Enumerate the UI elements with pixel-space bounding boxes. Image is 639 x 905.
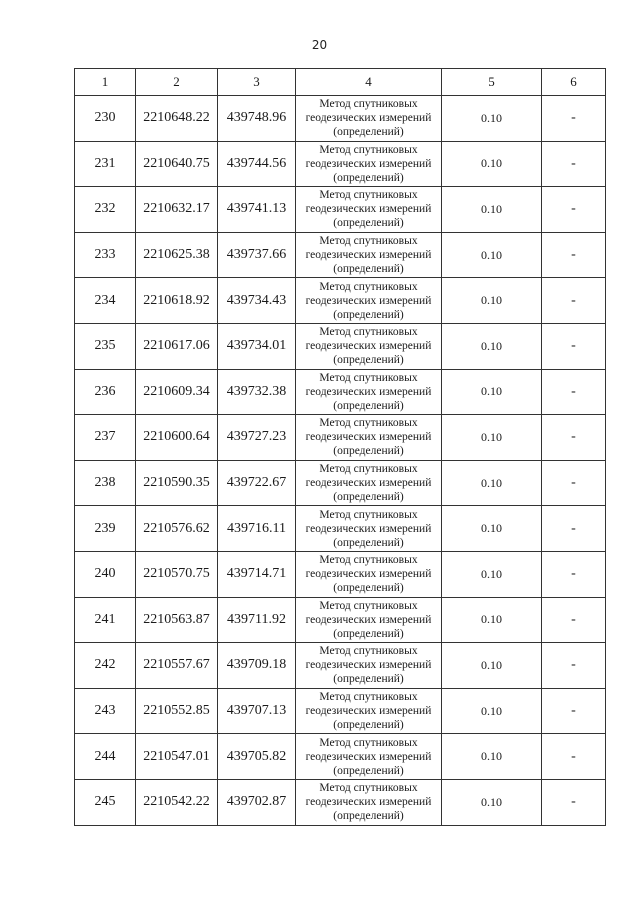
note-cell: - (542, 187, 606, 233)
point-number-cell: 238 (75, 460, 136, 506)
point-number-cell: 237 (75, 415, 136, 461)
y-coordinate-cell: 439737.66 (218, 232, 296, 278)
accuracy-cell: 0.10 (442, 597, 542, 643)
note-cell: - (542, 734, 606, 780)
method-cell: Метод спутниковых геодезических измерений (определений) (296, 597, 442, 643)
point-number-cell: 236 (75, 369, 136, 415)
accuracy-cell: 0.10 (442, 551, 542, 597)
note-cell: - (542, 278, 606, 324)
method-cell: Метод спутниковых геодезических измерений (определений) (296, 506, 442, 552)
method-cell: Метод спутниковых геодезических измерений (определений) (296, 141, 442, 187)
method-cell: Метод спутниковых геодезических измерений (определений) (296, 779, 442, 825)
y-coordinate-cell: 439714.71 (218, 551, 296, 597)
x-coordinate-cell: 2210557.67 (136, 643, 218, 689)
point-number-cell: 235 (75, 323, 136, 369)
x-coordinate-cell: 2210542.22 (136, 779, 218, 825)
table-row (75, 506, 606, 552)
point-number-cell: 239 (75, 506, 136, 552)
table-row (75, 187, 606, 233)
note-cell: - (542, 96, 606, 142)
note-cell: - (542, 688, 606, 734)
method-cell: Метод спутниковых геодезических измерений (определений) (296, 187, 442, 233)
method-cell: Метод спутниковых геодезических измерений (определений) (296, 232, 442, 278)
y-coordinate-cell: 439732.38 (218, 369, 296, 415)
x-coordinate-cell: 2210617.06 (136, 323, 218, 369)
x-coordinate-cell: 2210600.64 (136, 415, 218, 461)
table-row (75, 551, 606, 597)
method-cell: Метод спутниковых геодезических измерений (определений) (296, 278, 442, 324)
header-cell: 6 (542, 69, 606, 96)
note-cell: - (542, 141, 606, 187)
point-number-cell: 233 (75, 232, 136, 278)
point-number-cell: 243 (75, 688, 136, 734)
y-coordinate-cell: 439707.13 (218, 688, 296, 734)
table-row (75, 734, 606, 780)
header-cell: 5 (442, 69, 542, 96)
accuracy-cell: 0.10 (442, 779, 542, 825)
table-row (75, 323, 606, 369)
header-cell: 2 (136, 69, 218, 96)
x-coordinate-cell: 2210648.22 (136, 96, 218, 142)
note-cell: - (542, 551, 606, 597)
x-coordinate-cell: 2210570.75 (136, 551, 218, 597)
method-cell: Метод спутниковых геодезических измерений (определений) (296, 323, 442, 369)
coordinates-table (74, 68, 606, 826)
x-coordinate-cell: 2210609.34 (136, 369, 218, 415)
accuracy-cell: 0.10 (442, 506, 542, 552)
note-cell: - (542, 232, 606, 278)
y-coordinate-cell: 439741.13 (218, 187, 296, 233)
note-cell: - (542, 779, 606, 825)
x-coordinate-cell: 2210576.62 (136, 506, 218, 552)
point-number-cell: 241 (75, 597, 136, 643)
table-row (75, 415, 606, 461)
table-row (75, 232, 606, 278)
accuracy-cell: 0.10 (442, 278, 542, 324)
x-coordinate-cell: 2210590.35 (136, 460, 218, 506)
x-coordinate-cell: 2210563.87 (136, 597, 218, 643)
table-row (75, 278, 606, 324)
method-cell: Метод спутниковых геодезических измерений (определений) (296, 96, 442, 142)
header-cell: 1 (75, 69, 136, 96)
x-coordinate-cell: 2210547.01 (136, 734, 218, 780)
accuracy-cell: 0.10 (442, 96, 542, 142)
y-coordinate-cell: 439748.96 (218, 96, 296, 142)
table-row (75, 369, 606, 415)
point-number-cell: 230 (75, 96, 136, 142)
y-coordinate-cell: 439734.01 (218, 323, 296, 369)
page-number: 20 (311, 38, 328, 52)
note-cell: - (542, 369, 606, 415)
accuracy-cell: 0.10 (442, 688, 542, 734)
point-number-cell: 244 (75, 734, 136, 780)
point-number-cell: 231 (75, 141, 136, 187)
method-cell: Метод спутниковых геодезических измерений (определений) (296, 734, 442, 780)
accuracy-cell: 0.10 (442, 369, 542, 415)
method-cell: Метод спутниковых геодезических измерений (определений) (296, 460, 442, 506)
note-cell: - (542, 415, 606, 461)
accuracy-cell: 0.10 (442, 415, 542, 461)
table-row (75, 597, 606, 643)
y-coordinate-cell: 439722.67 (218, 460, 296, 506)
y-coordinate-cell: 439705.82 (218, 734, 296, 780)
method-cell: Метод спутниковых геодезических измерений (определений) (296, 643, 442, 689)
method-cell: Метод спутниковых геодезических измерений (определений) (296, 688, 442, 734)
x-coordinate-cell: 2210625.38 (136, 232, 218, 278)
y-coordinate-cell: 439702.87 (218, 779, 296, 825)
table-row (75, 96, 606, 142)
table-row (75, 643, 606, 689)
point-number-cell: 234 (75, 278, 136, 324)
header-cell: 4 (296, 69, 442, 96)
accuracy-cell: 0.10 (442, 323, 542, 369)
accuracy-cell: 0.10 (442, 141, 542, 187)
accuracy-cell: 0.10 (442, 232, 542, 278)
table-row (75, 779, 606, 825)
x-coordinate-cell: 2210640.75 (136, 141, 218, 187)
y-coordinate-cell: 439734.43 (218, 278, 296, 324)
note-cell: - (542, 643, 606, 689)
y-coordinate-cell: 439744.56 (218, 141, 296, 187)
point-number-cell: 245 (75, 779, 136, 825)
x-coordinate-cell: 2210552.85 (136, 688, 218, 734)
accuracy-cell: 0.10 (442, 460, 542, 506)
x-coordinate-cell: 2210632.17 (136, 187, 218, 233)
y-coordinate-cell: 439716.11 (218, 506, 296, 552)
note-cell: - (542, 323, 606, 369)
note-cell: - (542, 506, 606, 552)
method-cell: Метод спутниковых геодезических измерений (определений) (296, 551, 442, 597)
accuracy-cell: 0.10 (442, 734, 542, 780)
note-cell: - (542, 460, 606, 506)
point-number-cell: 232 (75, 187, 136, 233)
note-cell: - (542, 597, 606, 643)
accuracy-cell: 0.10 (442, 643, 542, 689)
y-coordinate-cell: 439727.23 (218, 415, 296, 461)
x-coordinate-cell: 2210618.92 (136, 278, 218, 324)
point-number-cell: 242 (75, 643, 136, 689)
method-cell: Метод спутниковых геодезических измерений (определений) (296, 415, 442, 461)
y-coordinate-cell: 439711.92 (218, 597, 296, 643)
header-cell: 3 (218, 69, 296, 96)
point-number-cell: 240 (75, 551, 136, 597)
table-header-row (75, 69, 606, 96)
table-row (75, 688, 606, 734)
table-row (75, 460, 606, 506)
y-coordinate-cell: 439709.18 (218, 643, 296, 689)
table-row (75, 141, 606, 187)
accuracy-cell: 0.10 (442, 187, 542, 233)
method-cell: Метод спутниковых геодезических измерений (определений) (296, 369, 442, 415)
